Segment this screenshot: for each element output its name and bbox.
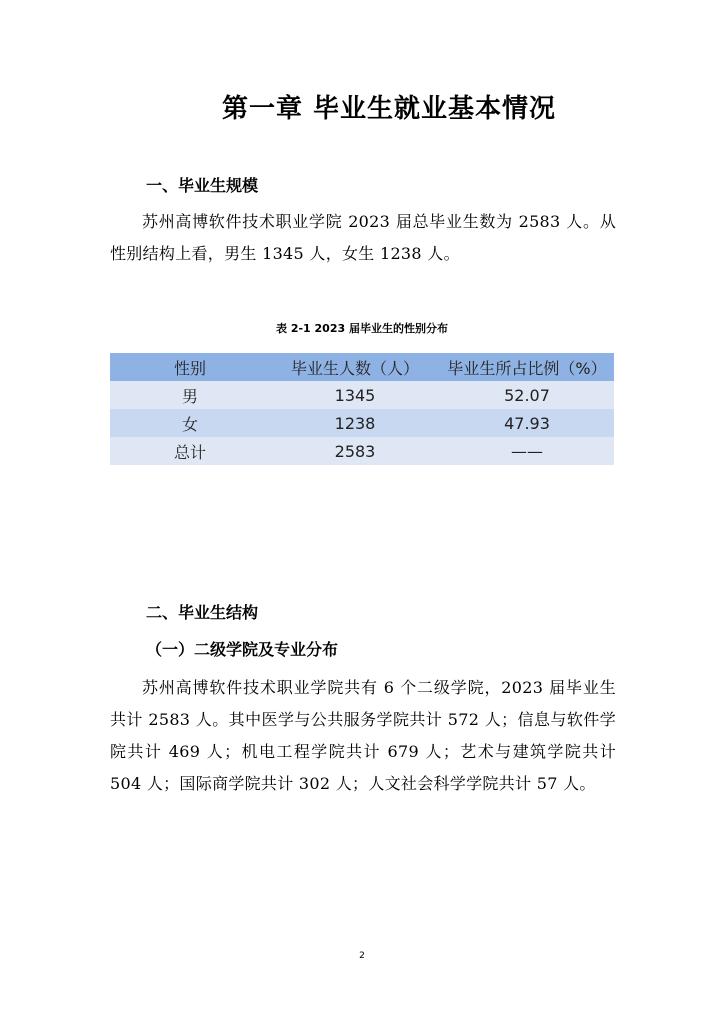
gender-distribution-table — [110, 353, 614, 465]
table-header-row — [110, 353, 614, 381]
table-cell: 男 — [181, 386, 198, 406]
table-cell: 1238 — [334, 413, 376, 433]
table-caption: 表 2-1 2023 届毕业生的性别分布 — [276, 322, 448, 335]
table-header-cell: 性别 — [173, 358, 206, 378]
table-row — [110, 409, 614, 437]
section-heading-structure: 二、毕业生结构 — [146, 603, 259, 622]
chapter-title: 第一章 毕业生就业基本情况 — [221, 94, 557, 124]
table-row — [110, 381, 614, 409]
table-cell: 女 — [181, 414, 198, 434]
table-cell: 总计 — [173, 442, 206, 462]
table-cell: 47.93 — [504, 413, 550, 433]
table-header-cell: 毕业生所占比例（%） — [447, 358, 607, 378]
page-number: 2 — [359, 951, 365, 961]
subsection-heading-college: （一）二级学院及专业分布 — [146, 640, 339, 659]
table-cell: 1345 — [334, 385, 376, 405]
table-cell: 52.07 — [504, 385, 550, 405]
table-header-cell: 毕业生人数（人） — [290, 358, 419, 378]
table-row — [110, 437, 614, 465]
section-heading-scale: 一、毕业生规模 — [146, 176, 259, 195]
table-cell: —— — [511, 441, 543, 461]
table-cell: 2583 — [334, 441, 376, 461]
section-paragraph-structure: 苏州高博软件技术职业学院共有 6 个二级学院，2023 届毕业生共计 2583 人。其中医学与公共服务学院共计 572 人；信息与软件学院共计 469 人；机电工程学院共计 679 人；艺术与建筑学院共计 504 人；国际商学院共计 302 人；人文社会科学学院共计 57 人。 — [110, 678, 616, 793]
section-paragraph-scale: 苏州高博软件技术职业学院 2023 届总毕业生数为 2583 人。从性别结构上看，男生 1345 人，女生 1238 人。 — [110, 212, 616, 263]
